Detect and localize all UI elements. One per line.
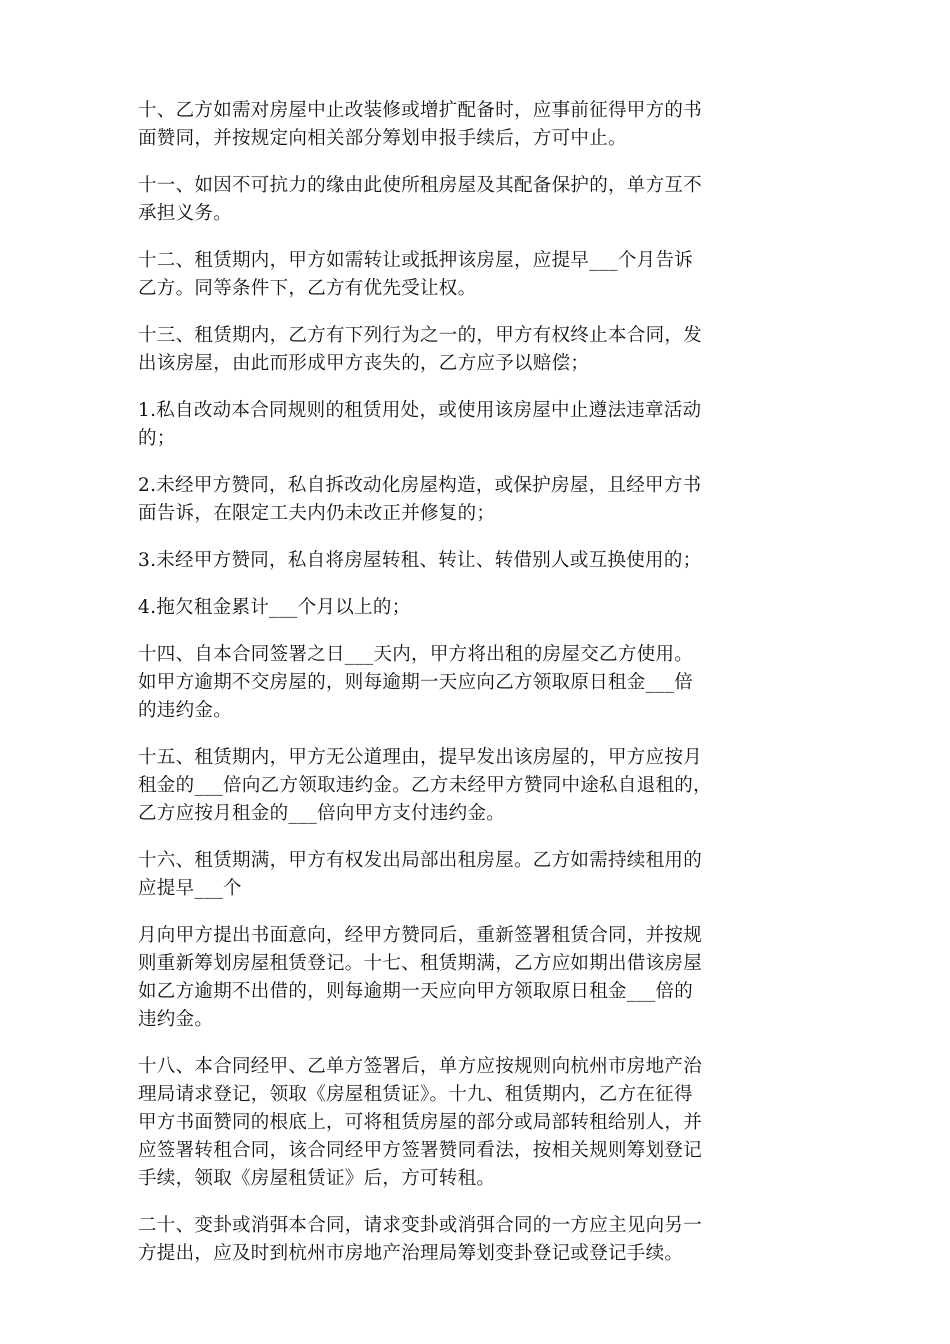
paragraph-line: 出该房屋，由此而形成甲方丧失的，乙方应予以赔偿； xyxy=(138,353,590,374)
paragraph-line: 面告诉，在限定工夫内仍未改正并修复的； xyxy=(138,503,496,524)
paragraph-line: 的违约金。 xyxy=(138,700,233,721)
paragraph-line: 甲方书面赞同的根底上，可将租赁房屋的部分或局部转租给别人，并 xyxy=(138,1112,703,1133)
paragraph-line: 十四、自本合同签署之日___天内，甲方将出租的房屋交乙方使用。 xyxy=(138,644,694,665)
paragraph-line: 十一、如因不可抗力的缘由此使所租房屋及其配备保护的，单方互不 xyxy=(138,175,703,196)
paragraph-line: 十、乙方如需对房屋中止改装修或增扩配备时，应事前征得甲方的书 xyxy=(138,100,703,121)
contract-paragraph xyxy=(138,1053,818,1193)
paragraph-line: 如甲方逾期不交房屋的，则每逾期一天应向乙方领取原日租金___倍 xyxy=(138,672,694,693)
contract-paragraph xyxy=(138,594,818,622)
paragraph-line: 十三、租赁期内，乙方有下列行为之一的，甲方有权终止本合同，发 xyxy=(138,325,703,346)
paragraph-line: 4.拖欠租金累计___个月以上的； xyxy=(138,597,411,618)
paragraph-line: 十五、租赁期内，甲方无公道理由，提早发出该房屋的，甲方应按月 xyxy=(138,747,703,768)
paragraph-line: 应签署转租合同，该合同经甲方签署赞同看法，按相关规则筹划登记 xyxy=(138,1140,703,1161)
paragraph-line: 的； xyxy=(138,428,176,449)
paragraph-line: 十二、租赁期内，甲方如需转让或抵押该房屋，应提早___个月告诉 xyxy=(138,250,694,271)
paragraph-line: 承担义务。 xyxy=(138,203,233,224)
document-page xyxy=(138,97,818,1287)
paragraph-line: 二十、变卦或消弭本合同，请求变卦或消弭合同的一方应主见向另一 xyxy=(138,1215,703,1236)
paragraph-line: 违约金。 xyxy=(138,1009,214,1030)
contract-paragraph xyxy=(138,97,818,153)
contract-paragraph xyxy=(138,172,818,228)
contract-paragraph xyxy=(138,247,818,303)
contract-paragraph xyxy=(138,744,818,828)
paragraph-line: 乙方。同等条件下，乙方有优先受让权。 xyxy=(138,278,477,299)
contract-paragraph xyxy=(138,547,818,575)
paragraph-line: 面赞同，并按规定向相关部分筹划申报手续后，方可中止。 xyxy=(138,128,627,149)
paragraph-line: 2.未经甲方赞同，私自拆改动化房屋构造，或保护房屋，且经甲方书 xyxy=(138,475,702,496)
contract-paragraph xyxy=(138,472,818,528)
contract-paragraph xyxy=(138,922,818,1034)
contract-paragraph xyxy=(138,397,818,453)
paragraph-line: 十六、租赁期满，甲方有权发出局部出租房屋。乙方如需持续租用的 xyxy=(138,850,703,871)
contract-paragraph xyxy=(138,641,818,725)
contract-paragraph xyxy=(138,322,818,378)
paragraph-line: 理局请求登记，领取《房屋租赁证》。十九、租赁期内，乙方在征得 xyxy=(138,1084,693,1105)
paragraph-line: 乙方应按月租金的___倍向甲方支付违约金。 xyxy=(138,803,506,824)
paragraph-line: 1.私自改动本合同规则的租赁用处，或使用该房屋中止遵法违章活动 xyxy=(138,400,702,421)
paragraph-line: 手续，领取《房屋租赁证》后，方可转租。 xyxy=(138,1168,496,1189)
paragraph-line: 如乙方逾期不出借的，则每逾期一天应向甲方领取原日租金___倍的 xyxy=(138,981,694,1002)
contract-paragraph xyxy=(138,1212,818,1268)
contract-paragraph xyxy=(138,847,818,903)
paragraph-line: 应提早___个 xyxy=(138,878,242,899)
paragraph-line: 月向甲方提出书面意向，经甲方赞同后，重新签署租赁合同，并按规 xyxy=(138,925,703,946)
paragraph-line: 方提出，应及时到杭州市房地产治理局筹划变卦登记或登记手续。 xyxy=(138,1243,684,1264)
paragraph-line: 则重新筹划房屋租赁登记。十七、租赁期满，乙方应如期出借该房屋 xyxy=(138,953,703,974)
paragraph-line: 十八、本合同经甲、乙单方签署后，单方应按规则向杭州市房地产治 xyxy=(138,1056,703,1077)
paragraph-line: 租金的___倍向乙方领取违约金。乙方未经甲方赞同中途私自退租的， xyxy=(138,775,712,796)
paragraph-line: 3.未经甲方赞同，私自将房屋转租、转让、转借别人或互换使用的； xyxy=(138,550,702,571)
